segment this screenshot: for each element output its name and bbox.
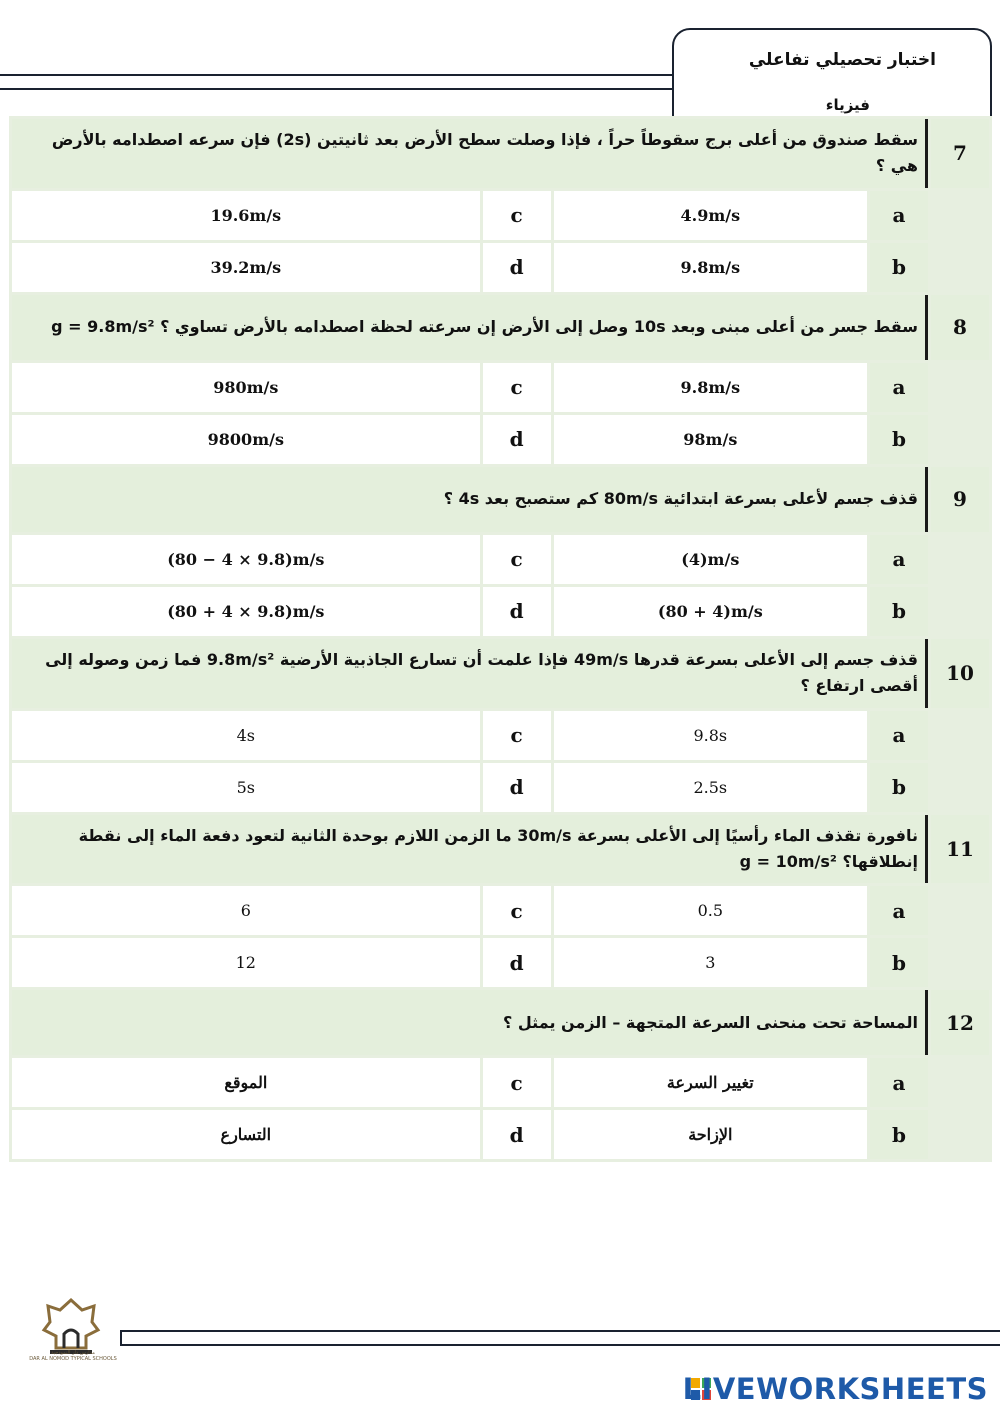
- brand-logo[interactable]: LIVEWORKSHEETS: [682, 1372, 988, 1406]
- question-row: [12, 990, 989, 1055]
- option-c[interactable]: الموقع: [12, 1058, 480, 1107]
- option-d[interactable]: (80 + 4 × 9.8)m/s: [12, 587, 480, 636]
- option-row: [12, 711, 989, 760]
- option-row: [12, 1110, 989, 1159]
- question-text: المساحة تحت منحنى السرعة المتجهة – الزمن يمثل ؟: [12, 990, 928, 1055]
- question-number: 9: [931, 467, 989, 532]
- option-b[interactable]: (80 + 4)m/s: [554, 587, 867, 636]
- option-row: [12, 243, 989, 292]
- option-a[interactable]: (4)m/s: [554, 535, 867, 584]
- question-row: [12, 467, 989, 532]
- option-letter: c: [483, 535, 551, 584]
- questions-table: [9, 116, 992, 1162]
- option-letter: d: [483, 763, 551, 812]
- question-text: نافورة تقذف الماء رأسيًا إلى الأعلى بسرعة 30m/s ما الزمن اللازم بوحدة الثانية لتعود دفعة الماء إلى نقطة إنطلاقها؟ g = 10m/s²: [12, 815, 928, 884]
- option-row: [12, 415, 989, 464]
- option-d[interactable]: التسارع: [12, 1110, 480, 1159]
- question-row: [12, 295, 989, 360]
- option-letter: d: [483, 415, 551, 464]
- page-title: اختبار تحصيلي تفاعلي: [748, 50, 936, 70]
- option-row: [12, 363, 989, 412]
- footer-rule: [120, 1330, 1000, 1346]
- option-letter: d: [483, 243, 551, 292]
- option-letter: d: [483, 587, 551, 636]
- option-letter: b: [870, 763, 928, 812]
- option-c[interactable]: 4s: [12, 711, 480, 760]
- question-row: [12, 815, 989, 884]
- option-letter: c: [483, 191, 551, 240]
- option-letter: c: [483, 1058, 551, 1107]
- option-c[interactable]: 6: [12, 886, 480, 935]
- header-rule: [0, 74, 682, 90]
- page-subtitle: فيزياء: [825, 96, 870, 114]
- option-c[interactable]: 19.6m/s: [12, 191, 480, 240]
- option-letter: c: [483, 711, 551, 760]
- option-d[interactable]: 9800m/s: [12, 415, 480, 464]
- option-letter: c: [483, 363, 551, 412]
- question-row: [12, 119, 989, 188]
- question-number: 12: [931, 990, 989, 1055]
- option-b[interactable]: 3: [554, 938, 867, 987]
- option-b[interactable]: 9.8m/s: [554, 243, 867, 292]
- question-number: 10: [931, 639, 989, 708]
- option-row: [12, 886, 989, 935]
- option-letter: b: [870, 938, 928, 987]
- school-name: مدارس دار النموذجية DAR AL NOMOD TYPICAL SCHOOLS: [29, 1350, 117, 1362]
- option-letter: c: [483, 886, 551, 935]
- question-text: قذف جسم لأعلى بسرعة ابتدائية 80m/s كم ستصبح بعد 4s ؟: [12, 467, 928, 532]
- question-text: سقط صندوق من أعلى برج سقوطاً حراً ، فإذا وصلت سطح الأرض بعد ثانيتين (2s) فإن سرعه اصطدامه بالأرض هي ؟: [12, 119, 928, 188]
- question-row: [12, 639, 989, 708]
- option-c[interactable]: 980m/s: [12, 363, 480, 412]
- option-a[interactable]: 4.9m/s: [554, 191, 867, 240]
- option-letter: a: [870, 711, 928, 760]
- option-row: [12, 535, 989, 584]
- option-d[interactable]: 39.2m/s: [12, 243, 480, 292]
- option-letter: a: [870, 1058, 928, 1107]
- question-number: 11: [931, 815, 989, 884]
- question-number: 8: [931, 295, 989, 360]
- option-letter: b: [870, 415, 928, 464]
- option-a[interactable]: تغيير السرعة: [554, 1058, 867, 1107]
- option-letter: b: [870, 243, 928, 292]
- option-row: [12, 1058, 989, 1107]
- option-letter: b: [870, 587, 928, 636]
- option-letter: d: [483, 938, 551, 987]
- option-d[interactable]: 12: [12, 938, 480, 987]
- option-b[interactable]: 98m/s: [554, 415, 867, 464]
- option-b[interactable]: الإزاحة: [554, 1110, 867, 1159]
- option-a[interactable]: 0.5: [554, 886, 867, 935]
- question-text: سقط جسر من أعلى مبنى وبعد 10s وصل إلى الأرض إن سرعته لحظة اصطدامه بالأرض تساوي ؟ g = 9.8m/s²: [12, 295, 928, 360]
- option-row: [12, 587, 989, 636]
- option-letter: a: [870, 535, 928, 584]
- option-letter: d: [483, 1110, 551, 1159]
- option-row: [12, 191, 989, 240]
- option-row: [12, 938, 989, 987]
- option-b[interactable]: 2.5s: [554, 763, 867, 812]
- option-c[interactable]: (80 − 4 × 9.8)m/s: [12, 535, 480, 584]
- option-letter: a: [870, 191, 928, 240]
- question-number: 7: [931, 119, 989, 188]
- option-d[interactable]: 5s: [12, 763, 480, 812]
- option-a[interactable]: 9.8m/s: [554, 363, 867, 412]
- option-letter: a: [870, 886, 928, 935]
- option-letter: b: [870, 1110, 928, 1159]
- option-a[interactable]: 9.8s: [554, 711, 867, 760]
- option-letter: a: [870, 363, 928, 412]
- option-row: [12, 763, 989, 812]
- question-text: قذف جسم إلى الأعلى بسرعة قدرها 49m/s فإذا علمت أن تسارع الجاذبية الأرضية 9.8m/s² فما زمن وصوله إلى أقصى ارتفاع ؟: [12, 639, 928, 708]
